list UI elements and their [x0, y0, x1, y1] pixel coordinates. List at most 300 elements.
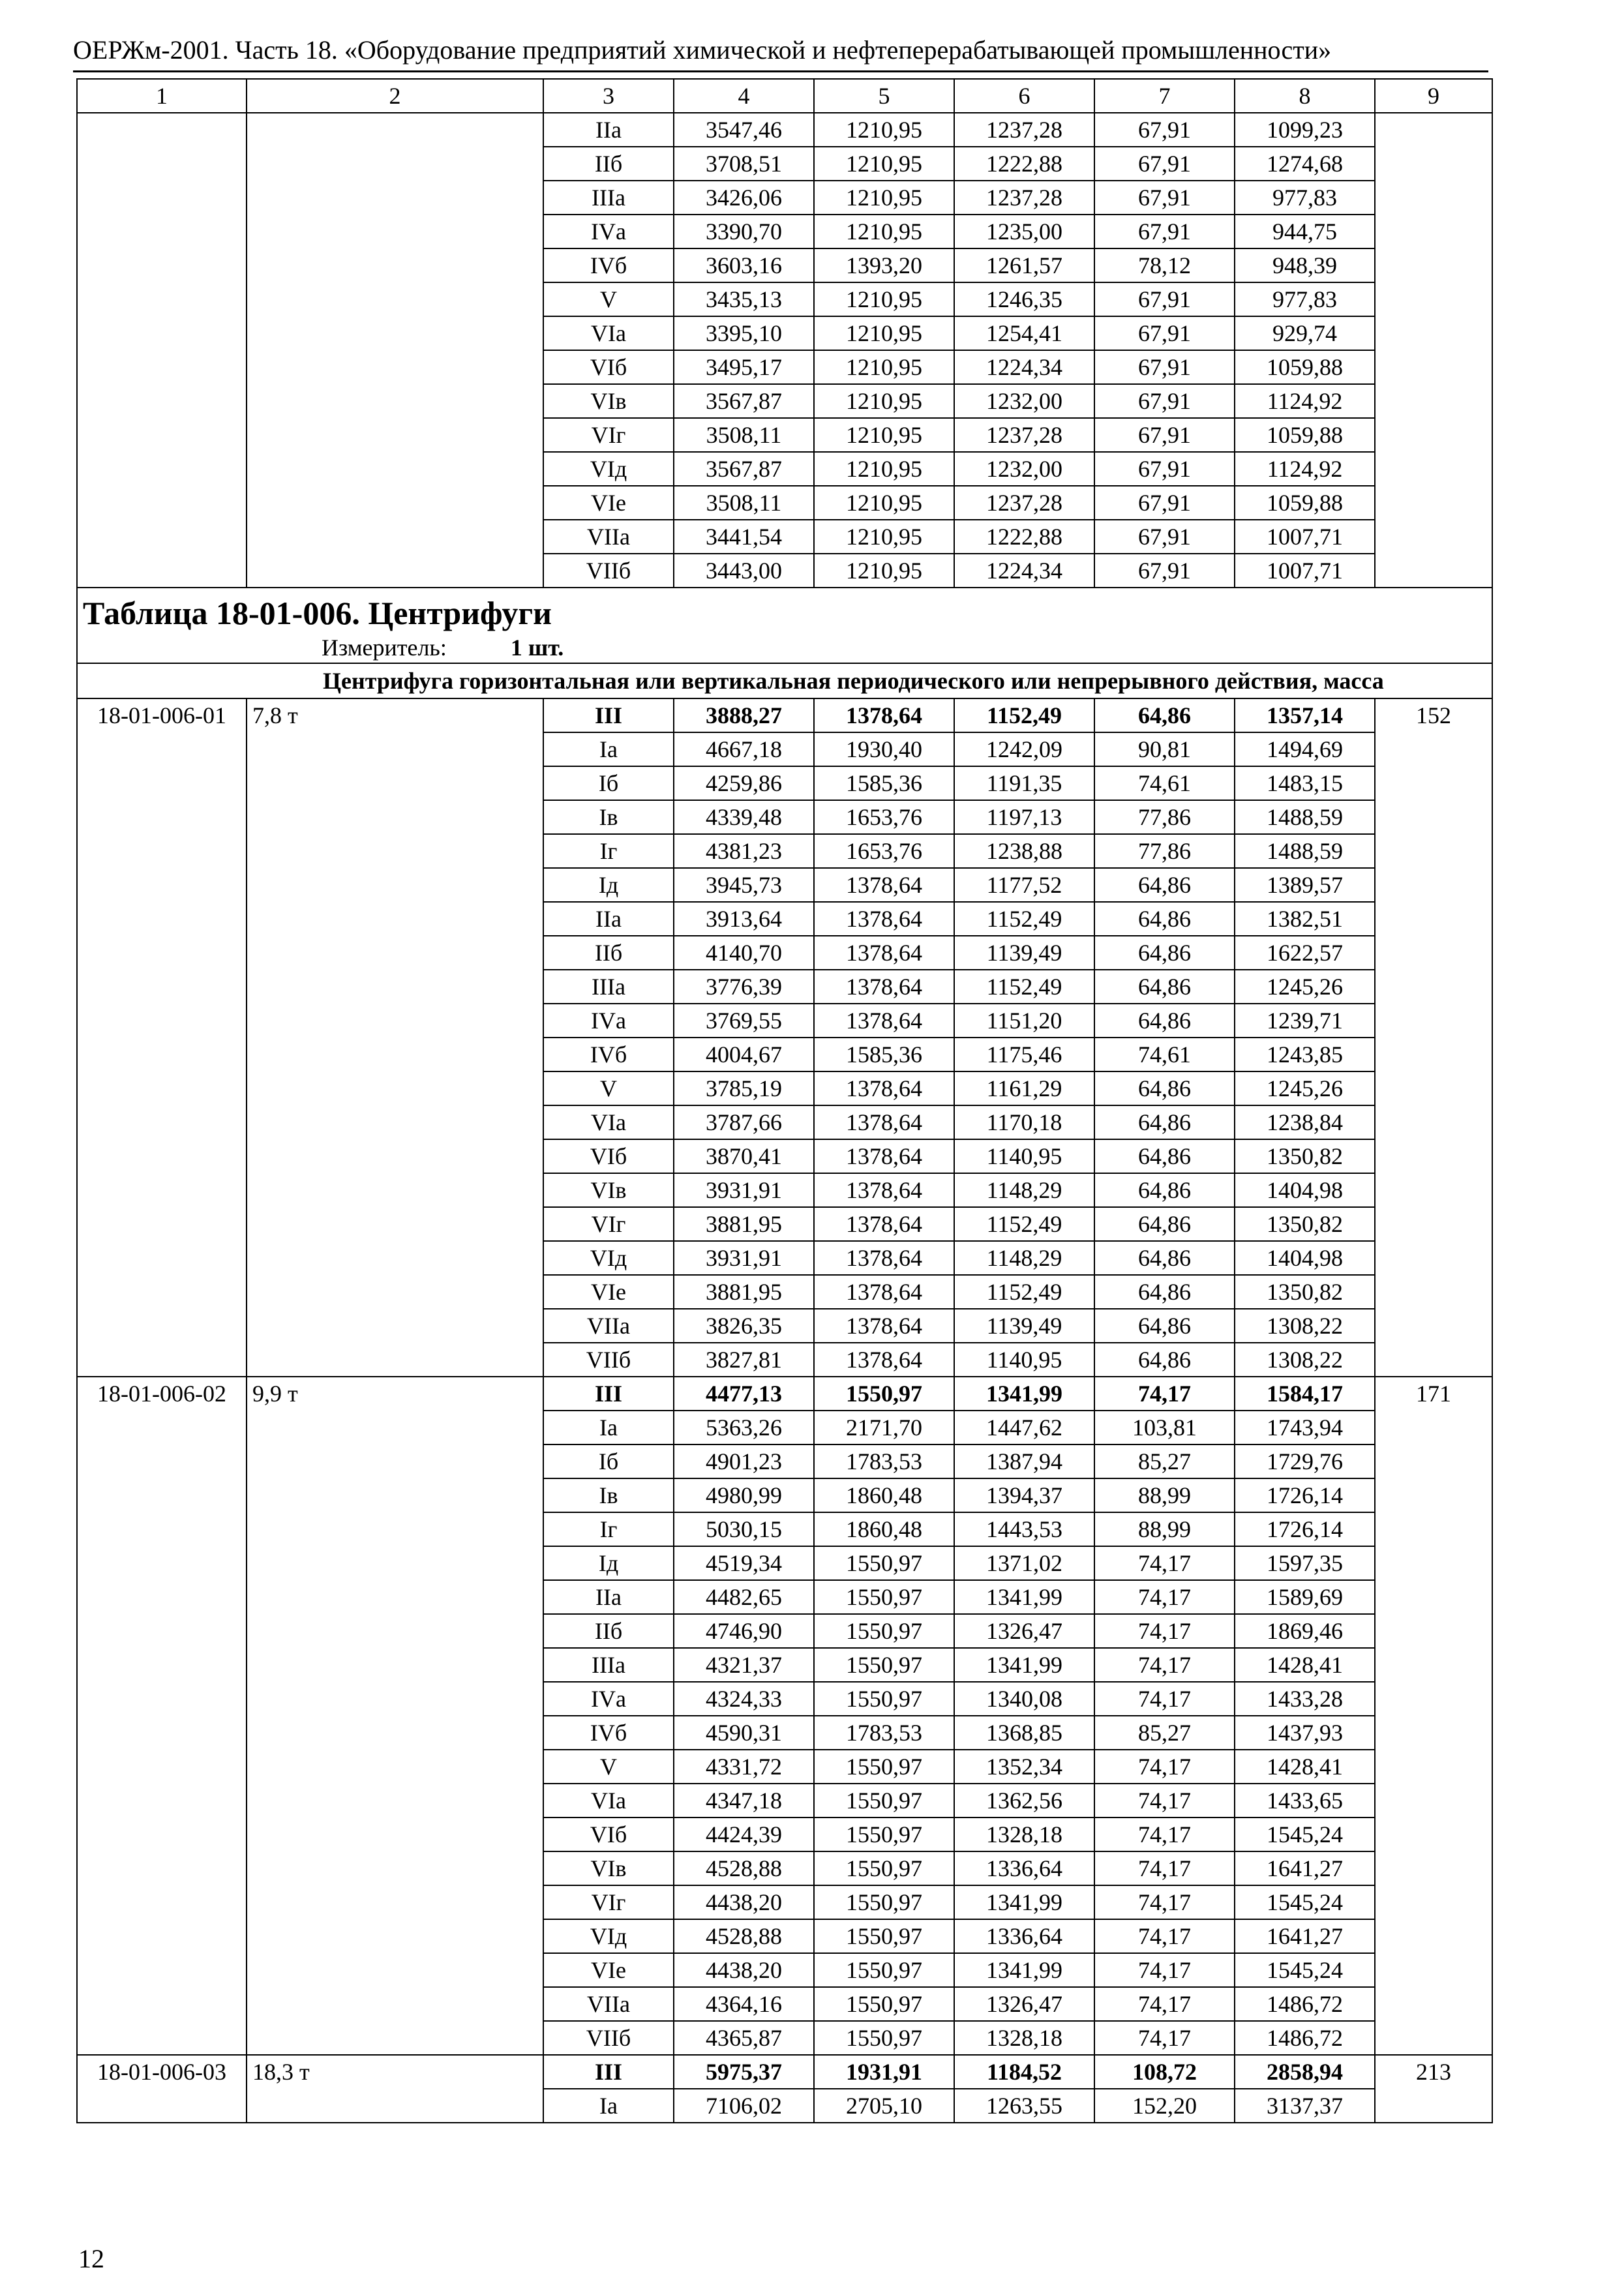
zone-code: IIб: [543, 936, 674, 970]
cell-col8: 1382,51: [1235, 902, 1375, 936]
zone-code: IVа: [543, 1004, 674, 1038]
table-title-row: [77, 588, 1492, 633]
zone-code: VIIа: [543, 1309, 674, 1343]
cell-total: 4424,39: [674, 1818, 814, 1851]
measure-label: Измеритель:: [322, 635, 447, 661]
zone-code: VIг: [543, 1207, 674, 1241]
measure-value: 1 шт.: [510, 635, 564, 661]
item-code: 18-01-006-01: [77, 698, 247, 1377]
zone-code: VIIа: [543, 1987, 674, 2021]
cell-col6: 1140,95: [954, 1139, 1094, 1173]
cell-col7: 74,17: [1094, 1851, 1235, 1885]
cell-col8: 1308,22: [1235, 1309, 1375, 1343]
cell-col7: 88,99: [1094, 1478, 1235, 1512]
cell-col5: 1210,95: [814, 316, 954, 350]
cell-col5: 2171,70: [814, 1411, 954, 1444]
table-row: [77, 1377, 1492, 1411]
cell-total: 3769,55: [674, 1004, 814, 1038]
cell-col8: 1404,98: [1235, 1241, 1375, 1275]
cell-col5: 1783,53: [814, 1444, 954, 1478]
cell-total: 3870,41: [674, 1139, 814, 1173]
zone-code: IVа: [543, 215, 674, 248]
cell-col5: 1210,95: [814, 350, 954, 384]
cell-col6: 1161,29: [954, 1071, 1094, 1105]
cell-total: 4347,18: [674, 1784, 814, 1818]
zone-code: VIг: [543, 1885, 674, 1919]
item-mass: 7,8 т: [247, 698, 543, 1377]
cell-total: 4590,31: [674, 1716, 814, 1750]
cell-total: 3708,51: [674, 147, 814, 181]
cell-col7: 64,86: [1094, 1241, 1235, 1275]
cell-col7: 64,86: [1094, 1004, 1235, 1038]
column-number-row: [77, 79, 1492, 113]
cell-col8: 977,83: [1235, 282, 1375, 316]
mass-cell: [247, 113, 543, 588]
column-number: 8: [1235, 79, 1375, 113]
cell-total: 4519,34: [674, 1546, 814, 1580]
cell-col5: 1210,95: [814, 215, 954, 248]
cell-col6: 1237,28: [954, 181, 1094, 215]
zone-code: VIд: [543, 1919, 674, 1953]
cell-col7: 152,20: [1094, 2089, 1235, 2123]
cell-col5: 1378,64: [814, 868, 954, 902]
cell-col7: 74,61: [1094, 766, 1235, 800]
cell-total: 3508,11: [674, 418, 814, 452]
cell-col5: 1550,97: [814, 1818, 954, 1851]
cell-col5: 1378,64: [814, 1241, 954, 1275]
cell-col7: 74,17: [1094, 1546, 1235, 1580]
cell-total: 5975,37: [674, 2055, 814, 2089]
cell-col6: 1148,29: [954, 1241, 1094, 1275]
cell-col6: 1139,49: [954, 936, 1094, 970]
cell-col7: 108,72: [1094, 2055, 1235, 2089]
cell-col8: 1589,69: [1235, 1580, 1375, 1614]
cell-col7: 67,91: [1094, 418, 1235, 452]
cell-col8: 948,39: [1235, 248, 1375, 282]
table-title: Таблица 18-01-006. Центрифуги: [77, 588, 1492, 633]
cell-col6: 1152,49: [954, 1207, 1094, 1241]
cell-col5: 1550,97: [814, 1648, 954, 1682]
cell-col5: 1378,64: [814, 698, 954, 732]
measure-cell: [77, 633, 1492, 663]
cell-col7: 74,17: [1094, 1818, 1235, 1851]
zone-code: Iд: [543, 868, 674, 902]
zone-code: VIд: [543, 452, 674, 486]
cell-col5: 1860,48: [814, 1512, 954, 1546]
cell-col7: 64,86: [1094, 1343, 1235, 1377]
zone-code: V: [543, 1071, 674, 1105]
zone-code: IIб: [543, 147, 674, 181]
zone-code: Iб: [543, 766, 674, 800]
cell-col6: 1368,85: [954, 1716, 1094, 1750]
cell-col5: 1378,64: [814, 970, 954, 1004]
zone-code: VIб: [543, 1818, 674, 1851]
cell-col7: 103,81: [1094, 1411, 1235, 1444]
item-col9: 213: [1375, 2055, 1492, 2123]
cell-total: 3881,95: [674, 1275, 814, 1309]
cell-col7: 67,91: [1094, 520, 1235, 554]
cell-col6: 1197,13: [954, 800, 1094, 834]
cell-col8: 1597,35: [1235, 1546, 1375, 1580]
column-number: 2: [247, 79, 543, 113]
cell-col6: 1170,18: [954, 1105, 1094, 1139]
cell-col7: 74,17: [1094, 1648, 1235, 1682]
cell-col7: 88,99: [1094, 1512, 1235, 1546]
cell-col8: 3137,37: [1235, 2089, 1375, 2123]
cell-col8: 1743,94: [1235, 1411, 1375, 1444]
cell-col6: 1336,64: [954, 1851, 1094, 1885]
cell-col6: 1341,99: [954, 1580, 1094, 1614]
cell-col6: 1235,00: [954, 215, 1094, 248]
cell-col8: 1245,26: [1235, 970, 1375, 1004]
zone-code: Iа: [543, 732, 674, 766]
cell-col6: 1328,18: [954, 1818, 1094, 1851]
cell-col8: 2858,94: [1235, 2055, 1375, 2089]
cell-col5: 1550,97: [814, 2021, 954, 2055]
cell-col8: 1239,71: [1235, 1004, 1375, 1038]
cell-col7: 67,91: [1094, 554, 1235, 588]
cell-col5: 1653,76: [814, 800, 954, 834]
cell-col5: 1378,64: [814, 902, 954, 936]
cell-total: 5030,15: [674, 1512, 814, 1546]
zone-code: III: [543, 1377, 674, 1411]
zone-code: VIа: [543, 316, 674, 350]
cell-col6: 1152,49: [954, 698, 1094, 732]
cell-col7: 64,86: [1094, 1071, 1235, 1105]
cell-col8: 1545,24: [1235, 1885, 1375, 1919]
cell-col6: 1341,99: [954, 1885, 1094, 1919]
cell-total: 3931,91: [674, 1241, 814, 1275]
cell-col8: 1238,84: [1235, 1105, 1375, 1139]
cell-col6: 1184,52: [954, 2055, 1094, 2089]
cell-col7: 67,91: [1094, 316, 1235, 350]
cell-col7: 74,17: [1094, 1784, 1235, 1818]
cell-col8: 1389,57: [1235, 868, 1375, 902]
cell-total: 3441,54: [674, 520, 814, 554]
table-body: [77, 79, 1492, 2123]
cell-col5: 1930,40: [814, 732, 954, 766]
cell-total: 4438,20: [674, 1885, 814, 1919]
zone-code: IIа: [543, 1580, 674, 1614]
cell-col5: 1210,95: [814, 554, 954, 588]
cell-total: 4528,88: [674, 1851, 814, 1885]
cell-col8: 1488,59: [1235, 800, 1375, 834]
zone-code: IVб: [543, 1038, 674, 1071]
cell-col6: 1237,28: [954, 418, 1094, 452]
zone-code: VIе: [543, 486, 674, 520]
cell-col7: 74,17: [1094, 1953, 1235, 1987]
cell-total: 4667,18: [674, 732, 814, 766]
zone-code: Iа: [543, 1411, 674, 1444]
cell-total: 3888,27: [674, 698, 814, 732]
column-number: 7: [1094, 79, 1235, 113]
cell-total: 3395,10: [674, 316, 814, 350]
cell-col8: 1404,98: [1235, 1173, 1375, 1207]
item-mass: 9,9 т: [247, 1377, 543, 2055]
cell-col5: 1550,97: [814, 1885, 954, 1919]
cell-col5: 1550,97: [814, 1546, 954, 1580]
cell-col5: 1393,20: [814, 248, 954, 282]
cell-col7: 64,86: [1094, 1309, 1235, 1343]
zone-code: VIе: [543, 1275, 674, 1309]
cell-col7: 74,17: [1094, 1580, 1235, 1614]
cell-col8: 1437,93: [1235, 1716, 1375, 1750]
cell-col8: 1641,27: [1235, 1919, 1375, 1953]
cell-col7: 85,27: [1094, 1444, 1235, 1478]
zone-code: III: [543, 698, 674, 732]
cell-col7: 67,91: [1094, 350, 1235, 384]
item-code: 18-01-006-03: [77, 2055, 247, 2123]
cell-col8: 1099,23: [1235, 113, 1375, 147]
cell-col6: 1222,88: [954, 147, 1094, 181]
cell-col8: 1428,41: [1235, 1750, 1375, 1784]
zone-code: Iв: [543, 1478, 674, 1512]
cell-col5: 1550,97: [814, 1614, 954, 1648]
cell-total: 4477,13: [674, 1377, 814, 1411]
cell-col6: 1238,88: [954, 834, 1094, 868]
cell-col8: 1007,71: [1235, 520, 1375, 554]
cell-col6: 1326,47: [954, 1987, 1094, 2021]
zone-code: IIа: [543, 113, 674, 147]
cell-col5: 1210,95: [814, 384, 954, 418]
zone-code: VIб: [543, 1139, 674, 1173]
cell-col6: 1175,46: [954, 1038, 1094, 1071]
cell-col7: 64,86: [1094, 902, 1235, 936]
cell-col6: 1140,95: [954, 1343, 1094, 1377]
column-number: 1: [77, 79, 247, 113]
cell-total: 4321,37: [674, 1648, 814, 1682]
cell-col5: 1931,91: [814, 2055, 954, 2089]
cell-col5: 2705,10: [814, 2089, 954, 2123]
item-code: 18-01-006-02: [77, 1377, 247, 2055]
zone-code: VIг: [543, 418, 674, 452]
cell-col5: 1210,95: [814, 181, 954, 215]
cell-col8: 1545,24: [1235, 1818, 1375, 1851]
cell-total: 3776,39: [674, 970, 814, 1004]
cell-total: 3426,06: [674, 181, 814, 215]
cell-col7: 64,86: [1094, 1105, 1235, 1139]
cell-col7: 67,91: [1094, 452, 1235, 486]
cell-col8: 1308,22: [1235, 1343, 1375, 1377]
cell-col8: 977,83: [1235, 181, 1375, 215]
cell-col5: 1378,64: [814, 936, 954, 970]
cell-total: 4746,90: [674, 1614, 814, 1648]
cell-col5: 1550,97: [814, 1784, 954, 1818]
cell-total: 4980,99: [674, 1478, 814, 1512]
cell-col7: 67,91: [1094, 282, 1235, 316]
zone-code: IIIа: [543, 181, 674, 215]
description: Центрифуга горизонтальная или вертикальная периодического или непрерывного действия, масса: [77, 663, 1492, 698]
cell-col8: 1059,88: [1235, 418, 1375, 452]
cell-col5: 1210,95: [814, 520, 954, 554]
zone-code: Iб: [543, 1444, 674, 1478]
cell-total: 7106,02: [674, 2089, 814, 2123]
cell-total: 3826,35: [674, 1309, 814, 1343]
zone-code: IVа: [543, 1682, 674, 1716]
col9-cell: [1375, 113, 1492, 588]
cell-col5: 1550,97: [814, 1851, 954, 1885]
cell-col8: 1007,71: [1235, 554, 1375, 588]
cell-col7: 74,17: [1094, 2021, 1235, 2055]
zone-code: IVб: [543, 248, 674, 282]
cell-col6: 1177,52: [954, 868, 1094, 902]
cell-col8: 1274,68: [1235, 147, 1375, 181]
cell-col7: 78,12: [1094, 248, 1235, 282]
cell-col6: 1341,99: [954, 1648, 1094, 1682]
cell-col7: 64,86: [1094, 1207, 1235, 1241]
cell-col7: 67,91: [1094, 147, 1235, 181]
cell-col7: 74,17: [1094, 1377, 1235, 1411]
zone-code: VIIб: [543, 1343, 674, 1377]
cell-total: 3787,66: [674, 1105, 814, 1139]
cell-col8: 1494,69: [1235, 732, 1375, 766]
cell-col7: 64,86: [1094, 1275, 1235, 1309]
cell-total: 4339,48: [674, 800, 814, 834]
cell-total: 4365,87: [674, 2021, 814, 2055]
cell-col6: 1191,35: [954, 766, 1094, 800]
item-mass: 18,3 т: [247, 2055, 543, 2123]
cell-col6: 1326,47: [954, 1614, 1094, 1648]
zone-code: VIе: [543, 1953, 674, 1987]
zone-code: IIа: [543, 902, 674, 936]
cell-total: 3827,81: [674, 1343, 814, 1377]
zone-code: IVб: [543, 1716, 674, 1750]
cell-total: 4364,16: [674, 1987, 814, 2021]
cell-col7: 64,86: [1094, 970, 1235, 1004]
cell-col6: 1232,00: [954, 452, 1094, 486]
cell-col7: 64,86: [1094, 868, 1235, 902]
zone-code: Iг: [543, 1512, 674, 1546]
zone-code: VIIа: [543, 520, 674, 554]
cell-total: 3435,13: [674, 282, 814, 316]
cell-col6: 1224,34: [954, 350, 1094, 384]
zone-code: VIв: [543, 1851, 674, 1885]
cell-col7: 67,91: [1094, 384, 1235, 418]
cell-total: 4528,88: [674, 1919, 814, 1953]
zone-code: IIIа: [543, 1648, 674, 1682]
column-number: 4: [674, 79, 814, 113]
zone-code: Iв: [543, 800, 674, 834]
cell-total: 4438,20: [674, 1953, 814, 1987]
running-header: ОЕРЖм-2001. Часть 18. «Оборудование предприятий химической и нефтеперерабатывающей промышленности»: [73, 35, 1332, 65]
cell-total: 3508,11: [674, 486, 814, 520]
cell-col8: 1357,14: [1235, 698, 1375, 732]
cell-col7: 74,17: [1094, 1750, 1235, 1784]
column-number: 6: [954, 79, 1094, 113]
cell-col6: 1246,35: [954, 282, 1094, 316]
zone-code: III: [543, 2055, 674, 2089]
zone-code: VIв: [543, 384, 674, 418]
cell-col5: 1210,95: [814, 418, 954, 452]
zone-code: VIа: [543, 1105, 674, 1139]
cell-col6: 1263,55: [954, 2089, 1094, 2123]
cell-col5: 1550,97: [814, 1682, 954, 1716]
cell-col7: 74,17: [1094, 1682, 1235, 1716]
table-row: [77, 2055, 1492, 2089]
zone-code: V: [543, 1750, 674, 1784]
cell-col8: 929,74: [1235, 316, 1375, 350]
cell-col7: 67,91: [1094, 113, 1235, 147]
cell-total: 3881,95: [674, 1207, 814, 1241]
cell-col8: 1245,26: [1235, 1071, 1375, 1105]
cell-col7: 67,91: [1094, 181, 1235, 215]
zone-code: V: [543, 282, 674, 316]
cell-col5: 1210,95: [814, 113, 954, 147]
cell-col5: 1378,64: [814, 1139, 954, 1173]
column-number: 5: [814, 79, 954, 113]
cell-col6: 1341,99: [954, 1377, 1094, 1411]
cell-col5: 1378,64: [814, 1071, 954, 1105]
cell-col6: 1152,49: [954, 970, 1094, 1004]
cell-col7: 85,27: [1094, 1716, 1235, 1750]
cell-total: 3495,17: [674, 350, 814, 384]
price-table: [76, 78, 1493, 2123]
cell-col7: 77,86: [1094, 800, 1235, 834]
cell-col6: 1152,49: [954, 902, 1094, 936]
cell-total: 3567,87: [674, 384, 814, 418]
cell-col5: 1378,64: [814, 1105, 954, 1139]
code-cell: [77, 113, 247, 588]
cell-col6: 1237,28: [954, 113, 1094, 147]
zone-code: VIа: [543, 1784, 674, 1818]
cell-col6: 1394,37: [954, 1478, 1094, 1512]
cell-col6: 1152,49: [954, 1275, 1094, 1309]
cell-col8: 1488,59: [1235, 834, 1375, 868]
cell-col5: 1550,97: [814, 1377, 954, 1411]
cell-total: 4259,86: [674, 766, 814, 800]
cell-total: 4331,72: [674, 1750, 814, 1784]
cell-col7: 64,86: [1094, 1139, 1235, 1173]
cell-col5: 1585,36: [814, 1038, 954, 1071]
cell-col7: 90,81: [1094, 732, 1235, 766]
cell-col6: 1371,02: [954, 1546, 1094, 1580]
zone-code: VIIб: [543, 2021, 674, 2055]
cell-col7: 64,86: [1094, 698, 1235, 732]
cell-total: 3443,00: [674, 554, 814, 588]
cell-total: 3945,73: [674, 868, 814, 902]
cell-col5: 1210,95: [814, 452, 954, 486]
zone-code: IIIа: [543, 970, 674, 1004]
cell-col6: 1254,41: [954, 316, 1094, 350]
cell-total: 4004,67: [674, 1038, 814, 1071]
cell-col7: 74,17: [1094, 1987, 1235, 2021]
cell-total: 4381,23: [674, 834, 814, 868]
cell-col5: 1210,95: [814, 147, 954, 181]
cell-col6: 1222,88: [954, 520, 1094, 554]
cell-col6: 1362,56: [954, 1784, 1094, 1818]
cell-col8: 1869,46: [1235, 1614, 1375, 1648]
cell-col6: 1232,00: [954, 384, 1094, 418]
cell-col5: 1550,97: [814, 1919, 954, 1953]
cell-col5: 1378,64: [814, 1004, 954, 1038]
cell-total: 4901,23: [674, 1444, 814, 1478]
zone-code: Iг: [543, 834, 674, 868]
cell-col8: 1726,14: [1235, 1512, 1375, 1546]
cell-col5: 1550,97: [814, 1987, 954, 2021]
zone-code: VIIб: [543, 554, 674, 588]
zone-code: VIд: [543, 1241, 674, 1275]
cell-col6: 1341,99: [954, 1953, 1094, 1987]
cell-col7: 74,61: [1094, 1038, 1235, 1071]
cell-col8: 1584,17: [1235, 1377, 1375, 1411]
zone-code: VIб: [543, 350, 674, 384]
zone-code: IIб: [543, 1614, 674, 1648]
cell-total: 3785,19: [674, 1071, 814, 1105]
cell-col5: 1378,64: [814, 1309, 954, 1343]
cell-col6: 1139,49: [954, 1309, 1094, 1343]
cell-col6: 1336,64: [954, 1919, 1094, 1953]
cell-col7: 64,86: [1094, 936, 1235, 970]
